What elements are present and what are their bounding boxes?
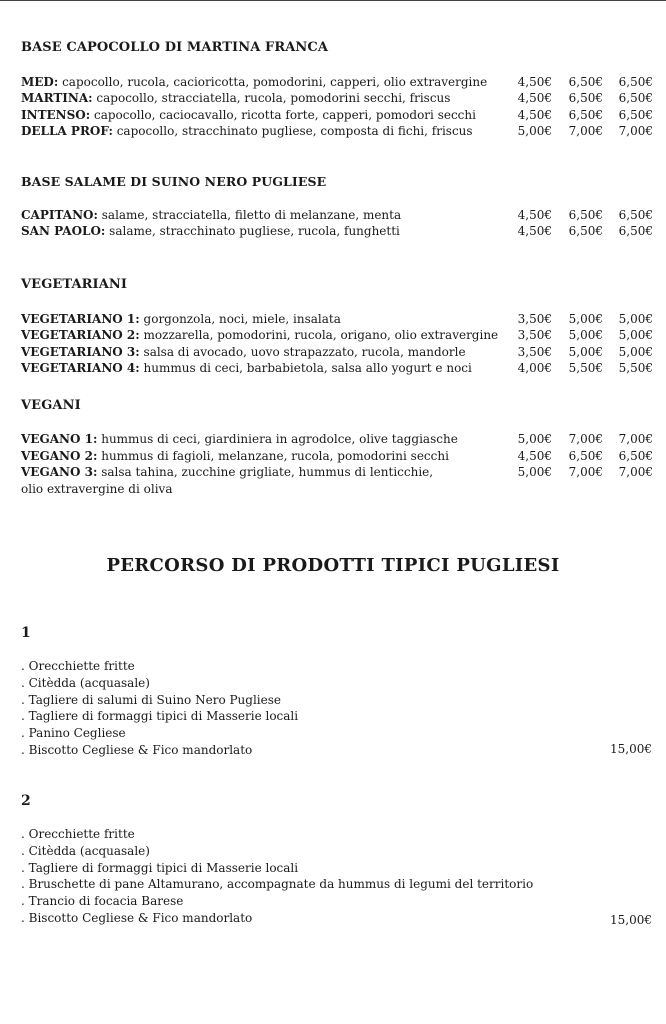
price-large: 6,50€ bbox=[618, 108, 653, 122]
list-item: . Orecchiette fritte bbox=[21, 659, 135, 673]
top-border bbox=[0, 0, 666, 1]
item-desc: salame, stracchinato pugliese, rucola, funghetti bbox=[105, 224, 400, 238]
item-desc: capocollo, stracciatella, rucola, pomodorini secchi, friscus bbox=[92, 91, 451, 105]
list-item: . Orecchiette fritte bbox=[21, 827, 135, 841]
item-name: SAN PAOLO: bbox=[21, 224, 106, 238]
item-desc: capocollo, caciocavallo, ricotta forte, capperi, pomodori secchi bbox=[90, 108, 476, 122]
menu-item-vegano-3 bbox=[21, 465, 653, 482]
menu-item-vegetariano-1 bbox=[21, 312, 653, 329]
menu-item-vegano-2 bbox=[21, 449, 653, 466]
menu-item-della-prof bbox=[21, 124, 653, 141]
price-small: 3,50€ bbox=[517, 312, 552, 326]
menu-item-san-paolo bbox=[21, 224, 653, 241]
option-number: 2 bbox=[21, 793, 31, 809]
item-name: VEGANO 3: bbox=[21, 465, 98, 479]
price-small: 4,50€ bbox=[517, 91, 552, 105]
item-name: VEGETARIANO 2: bbox=[21, 328, 140, 342]
item-name: DELLA PROF: bbox=[21, 124, 113, 138]
price-large: 7,00€ bbox=[618, 432, 653, 446]
list-item: . Tagliere di formaggi tipici di Masserie locali bbox=[21, 709, 299, 724]
price-large: 5,00€ bbox=[618, 328, 653, 342]
price-small: 4,50€ bbox=[517, 208, 552, 222]
list-item: . Citèdda (acquasale) bbox=[21, 675, 150, 690]
price-medium: 7,00€ bbox=[568, 465, 603, 479]
price-large: 7,00€ bbox=[618, 124, 653, 138]
list-item: . Panino Cegliese bbox=[21, 726, 126, 741]
item-name: VEGANO 1: bbox=[21, 432, 98, 446]
list-item: . Tagliere di formaggi tipici di Masserie locali bbox=[21, 860, 299, 875]
price-large: 5,00€ bbox=[618, 312, 653, 326]
item-name: VEGETARIANO 3: bbox=[21, 345, 140, 359]
item-desc: salame, stracciatella, filetto di melanzane, menta bbox=[97, 208, 402, 222]
menu-item-vegano-1 bbox=[21, 432, 653, 449]
section-title-vegani: VEGANI bbox=[21, 398, 81, 413]
price-small: 4,50€ bbox=[517, 224, 552, 238]
menu-item-intenso bbox=[21, 108, 653, 125]
price-large: 6,50€ bbox=[618, 449, 653, 463]
item-name: VEGETARIANO 4: bbox=[21, 361, 140, 375]
menu-item-capitano bbox=[21, 208, 653, 225]
price-medium: 5,50€ bbox=[568, 361, 603, 375]
price-small: 4,50€ bbox=[517, 75, 552, 89]
price-small: 5,00€ bbox=[517, 465, 552, 479]
item-desc: hummus di fagioli, melanzane, rucola, pomodorini secchi bbox=[97, 449, 449, 463]
price-small: 3,50€ bbox=[517, 345, 552, 359]
price-small: 4,50€ bbox=[517, 449, 552, 463]
item-desc: capocollo, rucola, cacioricotta, pomodorini, capperi, olio extravergine bbox=[58, 75, 488, 89]
item-name: CAPITANO: bbox=[21, 208, 98, 222]
item-desc: capocollo, stracchinato pugliese, composta di fichi, friscus bbox=[112, 124, 473, 138]
item-desc: mozzarella, pomodorini, rucola, origano, olio extravergine bbox=[139, 328, 499, 342]
list-item: . Tagliere di salumi di Suino Nero Pugliese bbox=[21, 692, 281, 707]
option-number: 1 bbox=[21, 625, 31, 641]
price-large: 7,00€ bbox=[618, 465, 653, 479]
option-1-price: 15,00€ bbox=[610, 742, 652, 756]
menu-item-med bbox=[21, 75, 653, 92]
price-small: 4,00€ bbox=[517, 361, 552, 375]
price-large: 6,50€ bbox=[618, 224, 653, 238]
price-medium: 7,00€ bbox=[568, 432, 603, 446]
price-small: 3,50€ bbox=[517, 328, 552, 342]
price-medium: 5,00€ bbox=[568, 345, 603, 359]
menu-item-vegetariano-3 bbox=[21, 345, 653, 362]
item-desc: salsa di avocado, uovo strapazzato, rucola, mandorle bbox=[139, 345, 466, 359]
list-item: . Citèdda (acquasale) bbox=[21, 843, 150, 858]
option-2-price: 15,00€ bbox=[610, 913, 652, 927]
price-large: 5,50€ bbox=[618, 361, 653, 375]
price-medium: 6,50€ bbox=[568, 224, 603, 238]
item-name: INTENSO: bbox=[21, 108, 91, 122]
price-large: 5,00€ bbox=[618, 345, 653, 359]
menu-item-vegetariano-2 bbox=[21, 328, 653, 345]
price-medium: 5,00€ bbox=[568, 328, 603, 342]
item-desc: gorgonzola, noci, miele, insalata bbox=[139, 312, 341, 326]
price-large: 6,50€ bbox=[618, 208, 653, 222]
price-small: 4,50€ bbox=[517, 108, 552, 122]
menu-item-martina bbox=[21, 91, 653, 108]
price-small: 5,00€ bbox=[517, 432, 552, 446]
item-desc: salsa tahina, zucchine grigliate, hummus di lenticchie, bbox=[97, 465, 434, 479]
option-1-list bbox=[21, 658, 653, 759]
section-title-vegetariani: VEGETARIANI bbox=[21, 277, 128, 292]
menu-item-vegano-3-continuation: olio extravergine di oliva bbox=[21, 482, 173, 496]
price-small: 5,00€ bbox=[517, 124, 552, 138]
section-title-salame: BASE SALAME DI SUINO NERO PUGLIESE bbox=[21, 174, 327, 189]
list-item: . Biscotto Cegliese & Fico mandorlato bbox=[21, 742, 253, 757]
list-item: . Biscotto Cegliese & Fico mandorlato bbox=[21, 910, 253, 925]
item-name: MARTINA: bbox=[21, 91, 93, 105]
option-2-list bbox=[21, 826, 653, 927]
percorso-title: PERCORSO DI PRODOTTI TIPICI PUGLIESI bbox=[106, 555, 560, 576]
item-desc: hummus di ceci, giardiniera in agrodolce, olive taggiasche bbox=[97, 432, 458, 446]
item-name: VEGETARIANO 1: bbox=[21, 312, 140, 326]
price-medium: 7,00€ bbox=[568, 124, 603, 138]
price-medium: 6,50€ bbox=[568, 449, 603, 463]
menu-item-vegetariano-4 bbox=[21, 361, 653, 378]
price-medium: 5,00€ bbox=[568, 312, 603, 326]
item-name: MED: bbox=[21, 75, 59, 89]
section-title-capocollo: BASE CAPOCOLLO DI MARTINA FRANCA bbox=[21, 40, 329, 55]
price-large: 6,50€ bbox=[618, 75, 653, 89]
price-medium: 6,50€ bbox=[568, 91, 603, 105]
item-name: VEGANO 2: bbox=[21, 449, 98, 463]
price-medium: 6,50€ bbox=[568, 108, 603, 122]
price-medium: 6,50€ bbox=[568, 208, 603, 222]
list-item: . Trancio di focacia Barese bbox=[21, 894, 184, 909]
item-desc: hummus di ceci, barbabietola, salsa allo yogurt e noci bbox=[139, 361, 472, 375]
price-medium: 6,50€ bbox=[568, 75, 603, 89]
price-large: 6,50€ bbox=[618, 91, 653, 105]
list-item: . Bruschette di pane Altamurano, accompagnate da hummus di legumi del territorio bbox=[21, 877, 534, 892]
